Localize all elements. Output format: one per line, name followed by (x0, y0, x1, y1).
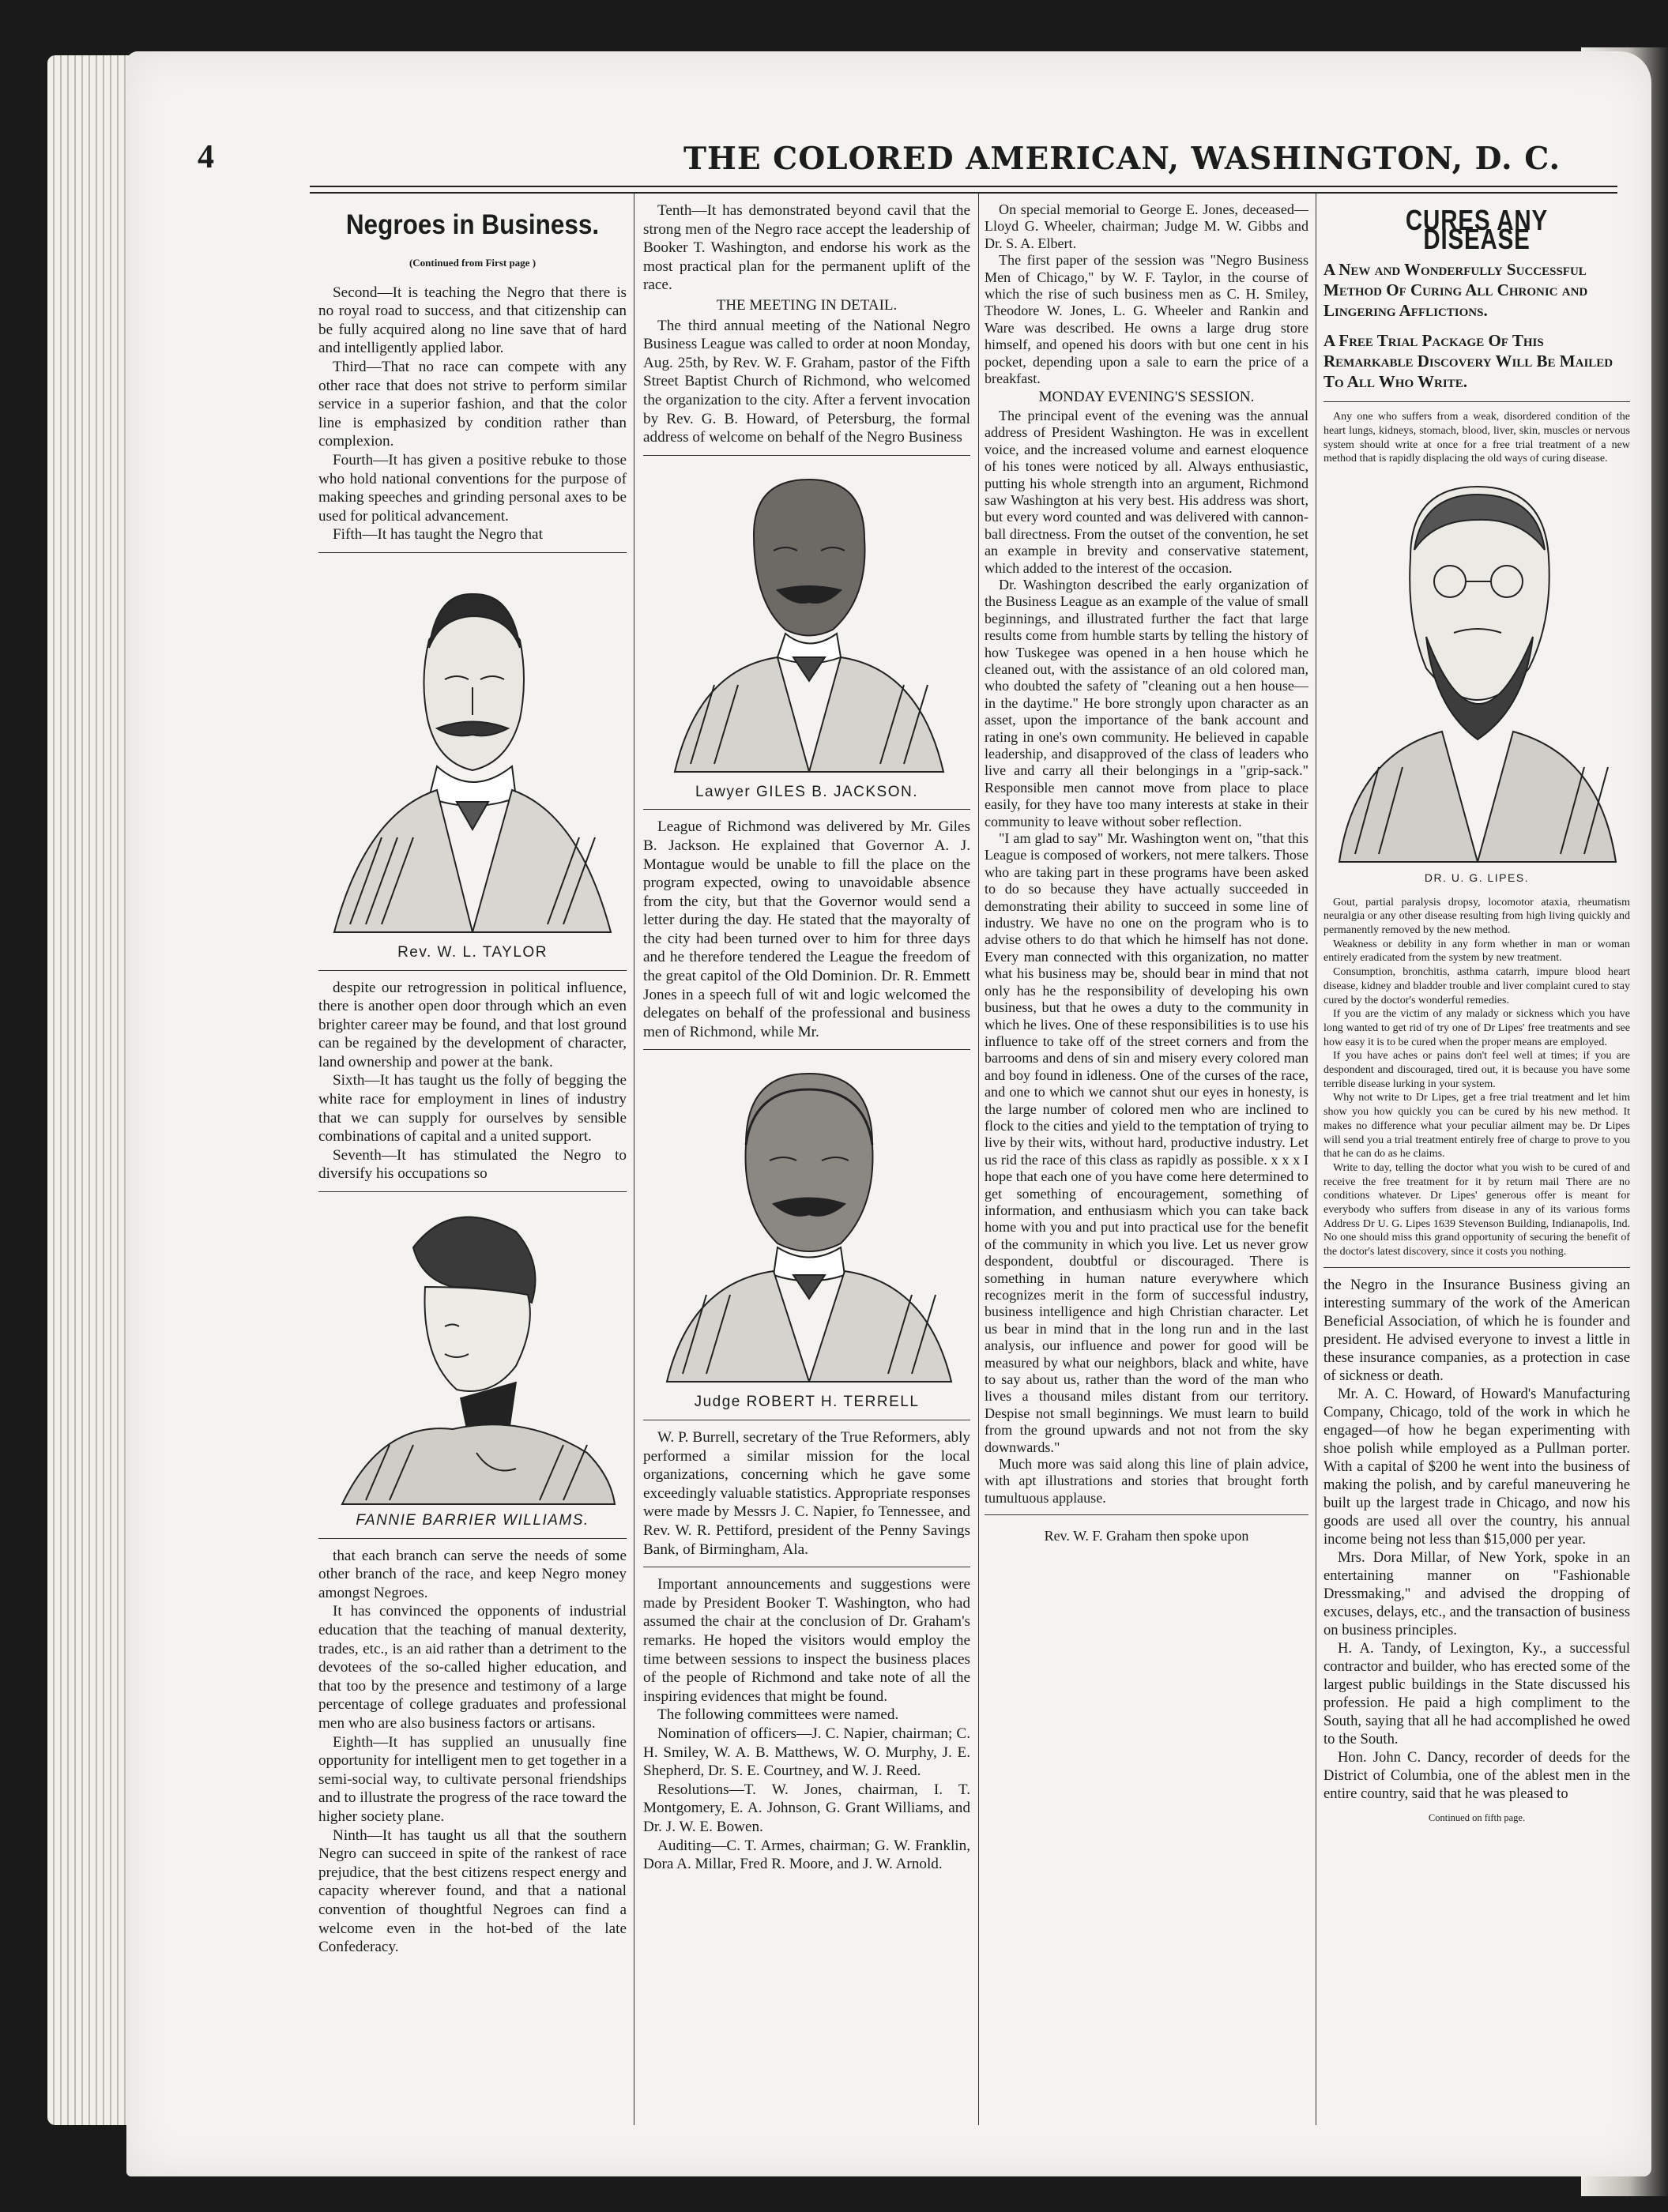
portrait-jackson (643, 464, 970, 780)
article-paragraph: Third—That no race can compete with any other race that does not strive to perform similar service in a superior fashion, and that the color line is emphasized by condition rather than complexion. (318, 358, 627, 450)
continued-line: Rev. W. F. Graham then spoke upon (1044, 1528, 1249, 1544)
article-continuation (1323, 1276, 1630, 1803)
advertisement-paragraph: Consumption, bronchitis, asthma catarrh, impure blood heart disease, kidney and bladder trouble and liver complaint cured to stay cured by the doctor's wonderful remedies. (1323, 966, 1630, 1006)
advertisement-body (1323, 896, 1630, 1259)
article-paragraph: Sixth—It has taught us the folly of begging the white race for employment in lines of industry that we can supply for ourselves by sensible combinations of capital and a united support. (318, 1072, 627, 1146)
article-paragraph: Hon. John C. Dancy, recorder of deeds for the District of Columbia, one of the ablest men in the entire country, said that he was pleased to (1323, 1748, 1630, 1802)
portrait-lipes (1323, 471, 1630, 866)
newspaper-title: THE COLORED AMERICAN, WASHINGTON, D. C. (683, 141, 1561, 177)
article-paragraph: Second—It is teaching the Negro that there is no royal road to success, and that citizenship can be fully acquired along no line save that of hard and intelligently applied labor. (318, 284, 627, 357)
divider (643, 455, 970, 456)
article-paragraph: Eighth—It has supplied an unusually fine opportunity for intelligent men to get together in a semi-social way, to cultivate personal friendships and to illustrate the progress of the race toward the higher society plane. (318, 1733, 627, 1825)
column-3 (985, 201, 1308, 1545)
divider (985, 1514, 1308, 1515)
article-paragraph: W. P. Burrell, secretary of the True Reformers, ably performed a similar mission for the local organizations, concerning which he gave some exceedingly valuable statistics. Appropriate responses were made by Messrs J. C. Napier, fo Tennessee, and Rev. W. R. Pettiford, president of the Penny Savings Bank, of Birmingham, Ala. (643, 1429, 971, 1558)
divider (643, 809, 970, 810)
article-paragraph: Mrs. Dora Millar, of New York, spoke in an entertaining manner on "Fashionable Dressmaking," and advised the dropping of excuses, delays, etc., and the transaction of business on business principles. (1323, 1548, 1630, 1638)
masthead-rule (310, 186, 1617, 194)
portrait-caption: DR. U. G. LIPES. (1424, 871, 1530, 884)
article-paragraph: The third annual meeting of the National Negro Business League was called to order at noon Monday, Aug. 25th, by Rev. W. F. Graham, pastor of the Fifth Street Baptist Church of Richmond, who welcomed the organization to the city. After a fervent invocation by Rev. G. B. Howard, of Petersburg, the formal address of welcome on behalf of the Negro Business (643, 317, 970, 446)
article-paragraph: On special memorial to George E. Jones, deceased—Lloyd G. Wheeler, chairman; Judge M. W. Gibbs and Dr. S. A. Elbert. (985, 201, 1308, 251)
article-paragraph: Nomination of officers—J. C. Napier, chairman; C. H. Smiley, W. A. B. Matthews, W. O. Murphy, J. E. Shepherd, Dr. S. E. Courtney, and W. J. Reed. (643, 1725, 970, 1780)
advertisement-subheading: A New and Wonderfully Successful Method Of Curing All Chronic and Lingering Afflictions. (1323, 260, 1588, 321)
article-paragraph: Dr. Washington described the early organization of the Business League as an example of the value of small beginnings, and illustrated further the fact that large results come from humble starts by telling the history of how Tuskegee was opened in a hen house which he cleaned out, with the assistance of an old colored man, who doubted the safety of "cleaning out a hen house—in the daytime." He bore strongly upon character as an asset, upon the importance of the bank account and rating in one's own community. He believed in capable leadership, and disapproved of the class of leaders who live and carry all their belongings in a "grip-sack." Responsible men cannot move from place to place easily, for they have too many interests at stake in their community to leave without sober reflection. (985, 576, 1308, 830)
continued-note: (Continued from First page ) (409, 257, 537, 269)
advertisement-title: CURES ANY DISEASE (1405, 204, 1549, 255)
divider (318, 970, 627, 971)
article-paragraph: Tenth—It has demonstrated beyond cavil that the strong men of the Negro race accept the leadership of Booker T. Washington, and endorse his work as the most practical plan for the permanent uplift of the race. (643, 202, 970, 294)
advertisement-subheading: A Free Trial Package Of This Remarkable Discovery Will Be Mailed To All Who Write. (1323, 331, 1613, 392)
advertisement-paragraph: Gout, partial paralysis dropsy, locomotor ataxia, rheumatism neuralgia or any other disease resulting from high living quickly and permanently removed by the new method. (1323, 896, 1630, 936)
advertisement-paragraph: Write to day, telling the doctor what you wish to be cured of and receive the free treatment for it by return mail There are no conditions whatever. Dr Lipes' generous offer is meant for everybody who suffers from disease in any of its various forms Address Dr U. G. Lipes 1639 Stevenson Building, Indianapolis, Ind. No one should miss this grand opportunity of securing the benefit of the doctor's latest discovery, since it costs you nothing. (1323, 1161, 1630, 1258)
article-paragraph: Mr. A. C. Howard, of Howard's Manufacturing Company, Chicago, told of the work in which he engaged—of how he began experimenting with shoe polish while employed as a Pullman porter. With a capital of $200 he went into the business of making the polish, and by careful maneuvering he built up the largest trade in Chicago, and now his goods are used all over the country, his annual income being not less than $15,000 per year. (1323, 1385, 1630, 1548)
column-4 (1323, 201, 1630, 1827)
section-subheading: MONDAY EVENING'S SESSION. (1038, 389, 1255, 406)
continued-note: Continued on fifth page. (1428, 1811, 1526, 1823)
article-paragraph: Auditing—C. T. Armes, chairman; G. W. Franklin, Dora A. Millar, Fred R. Moore, and J. W. Arnold. (643, 1837, 970, 1873)
portrait-caption: Lawyer GILES B. JACKSON. (695, 783, 919, 800)
article-paragraph: that each branch can serve the needs of some other branch of the race, and keep Negro money amongst Negroes. (318, 1547, 627, 1601)
article-paragraph: The principal event of the evening was the annual address of President Washington. He was in excellent voice, and the increased volume and earnest eloquence of his tones were noticed by all. Always enthusiastic, putting his whole strength into an argument, Richmond saw Washington at his very best. His address was short, but every word counted and was delivered with cannon-ball directness. From the outset of the convention, he set an example in brevity and conservative statement, which added to the interest of the occasion. (985, 407, 1308, 576)
divider (1323, 401, 1630, 402)
column-1 (318, 201, 627, 1957)
portrait-taylor (318, 561, 627, 940)
portrait-caption: Judge ROBERT H. TERRELL (694, 1394, 920, 1411)
divider (643, 1049, 970, 1050)
column-2 (643, 201, 970, 1874)
article-headline: Negroes in Business. (345, 209, 600, 240)
section-subheading: THE MEETING IN DETAIL. (716, 296, 898, 314)
article-paragraph: Ninth—It has taught us all that the southern Negro can succeed in spite of the rankest of race prejudice, that the best citizens respect energy and capacity wherever found, and that a national convention of thoughtful Negroes can find a welcome even in the hot-bed of the late Confederacy. (318, 1826, 627, 1956)
advertisement-paragraph: Why not write to Dr Lipes, get a free trial treatment and let him show you how quickly you can be cured by his new method. It makes no difference what your peculiar ailment may be. Dr Lipes will send you a trial treatment entirely free of charge to prove to you that he can do as he claims. (1323, 1092, 1630, 1161)
page-number: 4 (198, 139, 214, 175)
article-paragraph: despite our retrogression in political influence, there is another open door through which an even brighter career may be found, and that lost ground can be regained by the development of character, land ownership and power at the bank. (318, 979, 627, 1070)
article-paragraph: The first paper of the session was "Negro Business Men of Chicago," by W. F. Taylor, in the course of which the rise of such business men as C. H. Smiley, Theodore W. Jones, L. G. Wheeler and Rankin and Ware was described. He owns a large drug store himself, and opened his doors with but one cent in his pocket, depending upon a sale to earn the price of a breakfast. (985, 252, 1308, 387)
divider (318, 552, 627, 553)
column-divider (978, 194, 979, 2125)
divider (1323, 1267, 1630, 1268)
advertisement-paragraph: If you have aches or pains don't feel well at times; if you are despondent and discouraged, tired out, it is because you have some terrible disease lurking in your system. (1323, 1050, 1630, 1090)
divider (318, 1191, 627, 1192)
article-paragraph: The following committees were named. (657, 1706, 899, 1724)
article-paragraph: League of Richmond was delivered by Mr. Giles B. Jackson. He explained that Governor A. J. Montague would be unable to fill the place on the program expected, owing to unavoidable absence from the city, but that the Governor would send a letter during the day. He stated that the mayoralty of the city had been turned over to him for three days and he therefore tendered the League the freedom of the great capitol of the Old Dominion. Dr. R. Emmett Jones in a speech full of wit and logic welcomed the delegates on behalf of the professional and business men of Richmond, while Mr. (643, 818, 970, 1040)
article-paragraph: Much more was said along this line of plain advice, with apt illustrations and stories that brought forth tumultuous applause. (985, 1456, 1308, 1506)
article-paragraph: Seventh—It has stimulated the Negro to diversify his occupations so (318, 1146, 627, 1183)
article-paragraph: It has convinced the opponents of industrial education that the teaching of manual dexterity, trades, etc., is an aid rather than a detriment to the devotees of the so-called higher education, and that too by the presence and testimony of a large percentage of college graduates and professional men who are also business factors or artisans. (318, 1603, 627, 1732)
divider (318, 1538, 627, 1539)
article-paragraph: Resolutions—T. W. Jones, chairman, I. T. Montgomery, E. A. Johnson, G. Grant Williams, and Dr. J. W. E. Bowen. (643, 1781, 970, 1835)
article-paragraph: Important announcements and suggestions were made by President Booker T. Washington, who had assumed the chair at the conclusion of Dr. Graham's remarks. He hoped the visitors would employ the time between sessions to inspect the business places of the people of Richmond and take note of all the inspiring evidences that might be found. (643, 1576, 970, 1705)
advertisement-paragraph: If you are the victim of any malady or sickness which you have long wanted to get rid of try one of Dr Lipes' free treatments and see how easy it is to be cured when the proper means are employed. (1323, 1008, 1630, 1048)
portrait-terrell (643, 1058, 970, 1390)
article-paragraph: H. A. Tandy, of Lexington, Ky., a successful contractor and builder, who has erected some of the largest public buildings in the State discussed his profession. He paid a high compliment to the South, saying that all he had accomplished he owed to the South. (1323, 1639, 1630, 1747)
portrait-caption: FANNIE BARRIER WILLIAMS. (356, 1512, 589, 1529)
portrait-williams (318, 1200, 627, 1508)
portrait-caption: Rev. W. L. TAYLOR (397, 943, 548, 961)
advertisement-paragraph: Any one who suffers from a weak, disordered condition of the heart lungs, kidneys, stomach, blood, liver, skin, muscles or nervous system should write at once for a free trial treatment of a new method that is rapidly displacing the old ways of curing disease. (1323, 411, 1630, 465)
advertisement-paragraph: Weakness or debility in any form whether in man or woman entirely eradicated from the system by new treatment. (1323, 938, 1630, 965)
article-paragraph: Fourth—It has given a positive rebuke to those who hold national conventions for the purpose of making speeches and grinding personal axes to be used for political advancement. (318, 451, 627, 525)
article-paragraph: Fifth—It has taught the Negro that (333, 526, 543, 544)
article-paragraph: "I am glad to say" Mr. Washington went on, "that this League is composed of workers, not mere talkers. Those who are taking part in these programs have been asked to do so because they have actually succeeded in demonstrating their ability to succeed in some line of industry. We have no one on the program who is to advise others to do that which he himself has not done. Every man connected with this organization, no matter what his business may be, should bear in mind that not only has he the responsibility of developing his own business, but that he owes a duty to the community in which he lives. One of these responsibilities is to use his influence to take off of the street corners and from the barrooms and dens of sin and misery every colored man and boy found in idleness. One of the curses of the race, and one to which we cannot shut our eyes in honesty, is the large number of colored men who are inclined to flock to the cities and yield to the temptation of trying to live by their wits, without hard, productive industry. Let us rid the race of this class as rapidly as possible. x x x I hope that each one of you have come here determined to get something of encouragement, something of information, and enthusiasm which you can take back home with you and put into practical use for the benefit of the community in which you live. Let us never grow despondent, doubtful or discouraged. There is something in human nature everywhere which recognizes merit in the form of successful industry, business intelligence and high Christian character. Let us bear in mind that in the long run and in the last analysis, our influence and power for good will be measured by what our neighbors, black and white, have to say about us, rather than the word of the man who lives a thousand miles distant from our territory. Despise not small beginnings. We must learn to build from the ground upwards and not not from the sky downwards." (985, 830, 1308, 1455)
article-paragraph: the Negro in the Insurance Business giving an interesting summary of the work of the American Beneficial Association, of which he is founder and president. He advised everyone to invest a little in these insurance companies, as a protection in case of sickness or death. (1323, 1276, 1630, 1384)
advertisement-body (1323, 410, 1630, 466)
